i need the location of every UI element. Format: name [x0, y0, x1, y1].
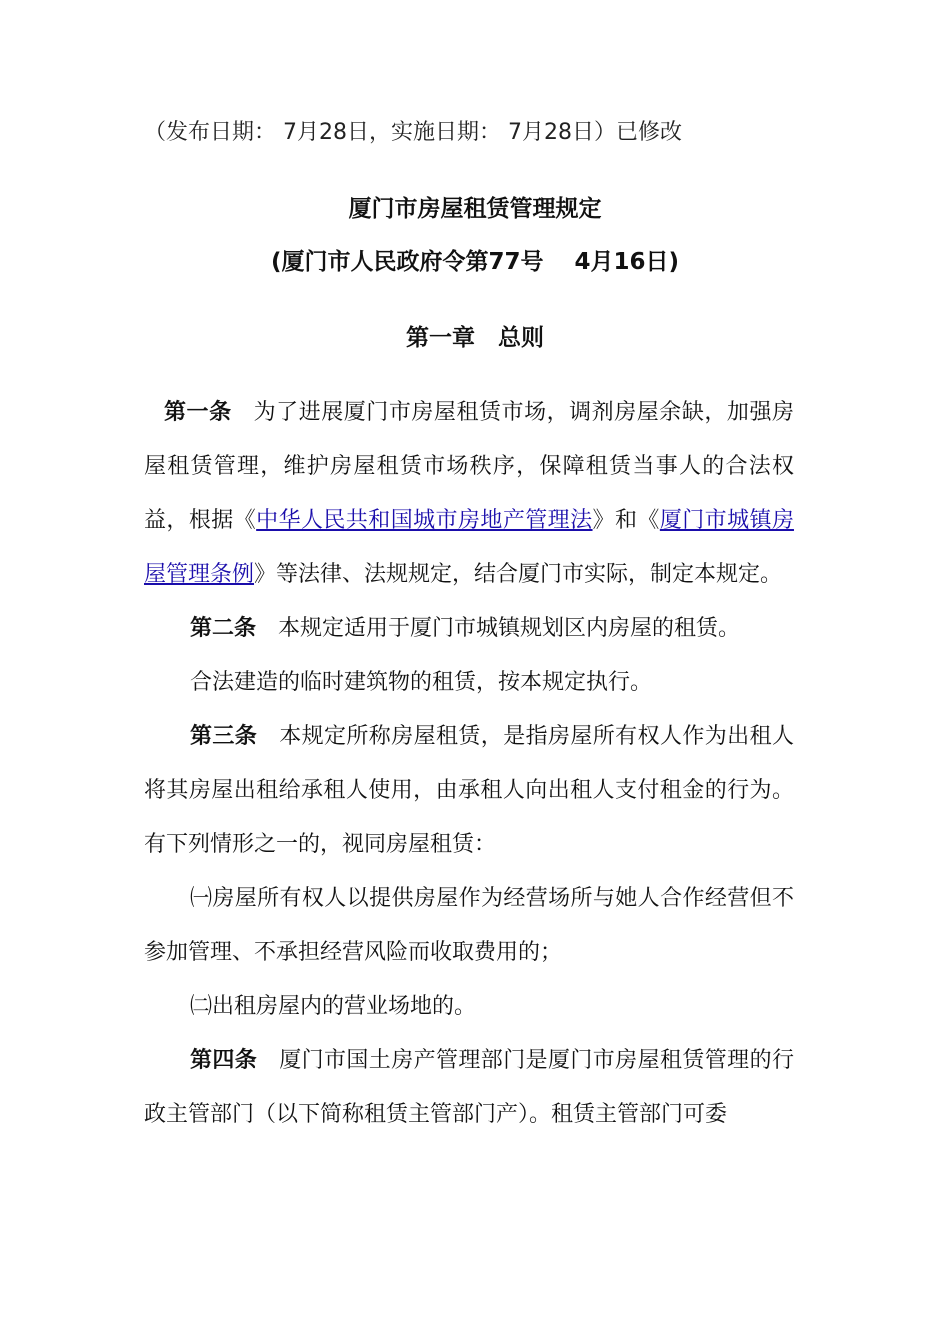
article-4: [144, 1034, 794, 1142]
article-1: [144, 386, 794, 602]
article-3-item-2: ㈡出租房屋内的营业场地的。: [190, 994, 477, 1019]
article-text: 》和《: [592, 508, 660, 533]
article-3: [144, 710, 794, 872]
article-label: 第三条: [190, 724, 258, 749]
article-2-paragraph-2: 合法建造的临时建筑物的租赁，按本规定执行。: [190, 670, 653, 695]
decree-line: (厦门市人民政府令第77号 4月16日): [270, 249, 680, 275]
article-label: 第二条: [190, 616, 257, 641]
article-2: [144, 602, 794, 656]
article-text: 》等法律、法规规定，结合厦门市实际，制定本规定。: [254, 562, 783, 587]
publication-dates: （发布日期： 7月28日，实施日期： 7月28日）已修改: [144, 120, 682, 145]
article-label: 第一条: [164, 400, 232, 425]
document-title: 厦门市房屋租赁管理规定: [348, 196, 602, 222]
article-text: 本规定适用于厦门市城镇规划区内房屋的租赁。: [278, 616, 741, 641]
document-body: [144, 386, 794, 1142]
chapter-heading: 第一章 总则: [406, 325, 544, 351]
article-label: 第四条: [190, 1048, 258, 1073]
law-link-housing-regulation[interactable]: 厦门市城镇房屋管理条例: [144, 508, 794, 587]
article-text: 为了进展厦门市房屋租赁市场，调剂房屋余缺，加强房屋租赁管理，维护房屋租赁市场秩序，保障租赁当事人的合法权益，根据《: [144, 400, 794, 533]
article-text: 厦门市国土房产管理部门是厦门市房屋租赁管理的行政主管部门（以下简称租赁主管部门产）。租赁主管部门可委: [144, 1048, 794, 1127]
law-link-real-estate[interactable]: 中华人民共和国城市房地产管理法: [256, 508, 593, 533]
article-text: 本规定所称房屋租赁，是指房屋所有权人作为出租人将其房屋出租给承租人使用，由承租人向出租人支付租金的行为。有下列情形之一的，视同房屋租赁：: [144, 724, 794, 857]
article-3-item-1: ㈠房屋所有权人以提供房屋作为经营场所与她人合作经营但不参加管理、不承担经营风险而收取费用的；: [144, 886, 794, 965]
